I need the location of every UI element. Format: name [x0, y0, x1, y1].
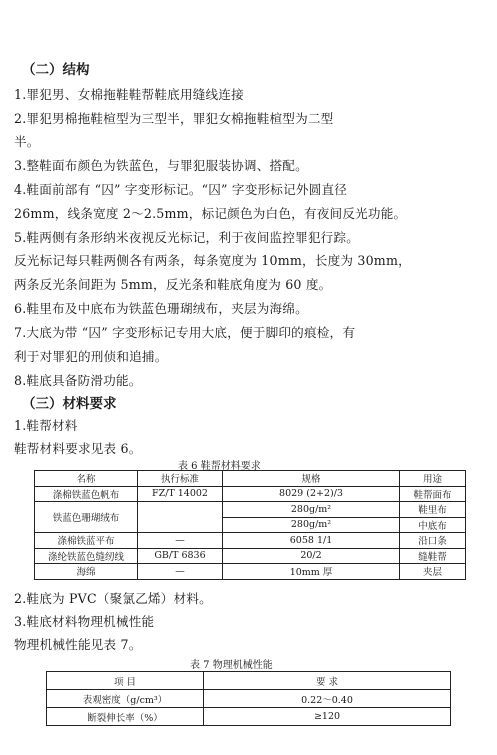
- table-header-row: [35, 471, 466, 487]
- table-cell: 涤纶铁蓝色缝纫线: [35, 548, 138, 564]
- table-cell: 20/2: [223, 548, 400, 564]
- table-row: [47, 708, 451, 726]
- table-cell: 鞋里布: [400, 502, 466, 518]
- structure-line: 半。: [14, 134, 40, 149]
- column-header: 用途: [400, 471, 466, 487]
- table-cell: —: [138, 533, 223, 549]
- table-cell: 280g/m²: [223, 517, 400, 533]
- table-row: [35, 548, 466, 564]
- table-header-row: [47, 672, 451, 690]
- structure-line: 2.罪犯男棉拖鞋楦型为三型半，罪犯女棉拖鞋楦型为二型: [14, 111, 334, 126]
- table-cell: 280g/m²: [223, 502, 400, 518]
- table-cell: 涤棉铁蓝平布: [35, 533, 138, 549]
- column-header: 要 求: [204, 672, 451, 690]
- physical-property-table: [46, 671, 451, 726]
- table-cell: 夹层: [400, 564, 466, 580]
- structure-line: 反光标记每只鞋两侧各有两条，每条宽度为 10mm，长度为 30mm，: [14, 253, 411, 268]
- table-row: [47, 690, 451, 708]
- table-cell: 缝鞋帮: [400, 548, 466, 564]
- table-row: [35, 502, 466, 518]
- table-cell: 6058 1/1: [223, 533, 400, 549]
- column-header: 执行标准: [138, 471, 223, 487]
- table-cell: FZ/T 14002: [138, 486, 223, 502]
- table-cell: 断裂伸长率（%）: [47, 708, 204, 726]
- table-cell: 中底布: [400, 517, 466, 533]
- table-cell: 表观密度（g/cm³）: [47, 690, 204, 708]
- structure-line: 8.鞋底具备防滑功能。: [14, 373, 142, 388]
- table7-caption: 表 7 物理机械性能: [190, 660, 273, 671]
- sole-property-intro: 物理机械性能见表 7。: [14, 637, 142, 652]
- table-cell: ≥120: [204, 708, 451, 726]
- table-cell: 海绵: [35, 564, 138, 580]
- upper-material-intro: 鞋帮材料要求见表 6。: [14, 441, 142, 456]
- table-row: [35, 564, 466, 580]
- structure-line: 26mm，线条宽度 2～2.5mm，标记颜色为白色，有夜间反光功能。: [14, 206, 407, 221]
- table-cell: 涤棉铁蓝色帆布: [35, 486, 138, 502]
- table-cell: 鞋帮面布: [400, 486, 466, 502]
- table-cell: [138, 502, 223, 533]
- table-row: [35, 533, 466, 549]
- table-cell: 10mm 厚: [223, 564, 400, 580]
- structure-line: 3.整鞋面布颜色为铁蓝色，与罪犯服装协调、搭配。: [14, 158, 308, 173]
- structure-line: 4.鞋面前部有 “囚” 字变形标记。“囚” 字变形标记外圆直径: [14, 182, 348, 197]
- table-cell: GB/T 6836: [138, 548, 223, 564]
- upper-material-title: 1.鞋帮材料: [14, 418, 78, 433]
- table-cell: —: [138, 564, 223, 580]
- table-cell: 铁蓝色珊瑚绒布: [35, 502, 138, 533]
- sole-property-title: 3.鞋底材料物理机械性能: [14, 614, 155, 629]
- table-cell: 沿口条: [400, 533, 466, 549]
- column-header: 名称: [35, 471, 138, 487]
- structure-line: 6.鞋里布及中底布为铁蓝色珊瑚绒布，夹层为海绵。: [14, 301, 308, 316]
- structure-line: 利于对罪犯的刑侦和追捕。: [14, 349, 168, 364]
- table-row: [35, 486, 466, 502]
- table-cell: 8029 (2+2)/3: [223, 486, 400, 502]
- column-header: 规格: [223, 471, 400, 487]
- structure-line: 7.大底为带 “囚” 字变形标记专用大底，便于脚印的痕检，有: [14, 325, 356, 340]
- section-heading-structure: （二）结构: [22, 62, 90, 78]
- section-heading-material: （三）材料要求: [22, 396, 117, 412]
- sole-material-line: 2.鞋底为 PVC（聚氯乙烯）材料。: [14, 591, 212, 606]
- structure-line: 1.罪犯男、女棉拖鞋鞋帮鞋底用缝线连接: [14, 87, 244, 102]
- structure-line: 两条反光条间距为 5mm，反光条和鞋底角度为 60 度。: [14, 277, 332, 292]
- upper-material-table: [34, 470, 466, 580]
- table-cell: 0.22～0.40: [204, 690, 451, 708]
- structure-line: 5.鞋两侧有条形纳米夜视反光标记，利于夜间监控罪犯行踪。: [14, 230, 360, 245]
- column-header: 项 目: [47, 672, 204, 690]
- table6-caption: 表 6 鞋帮材料要求: [178, 461, 261, 472]
